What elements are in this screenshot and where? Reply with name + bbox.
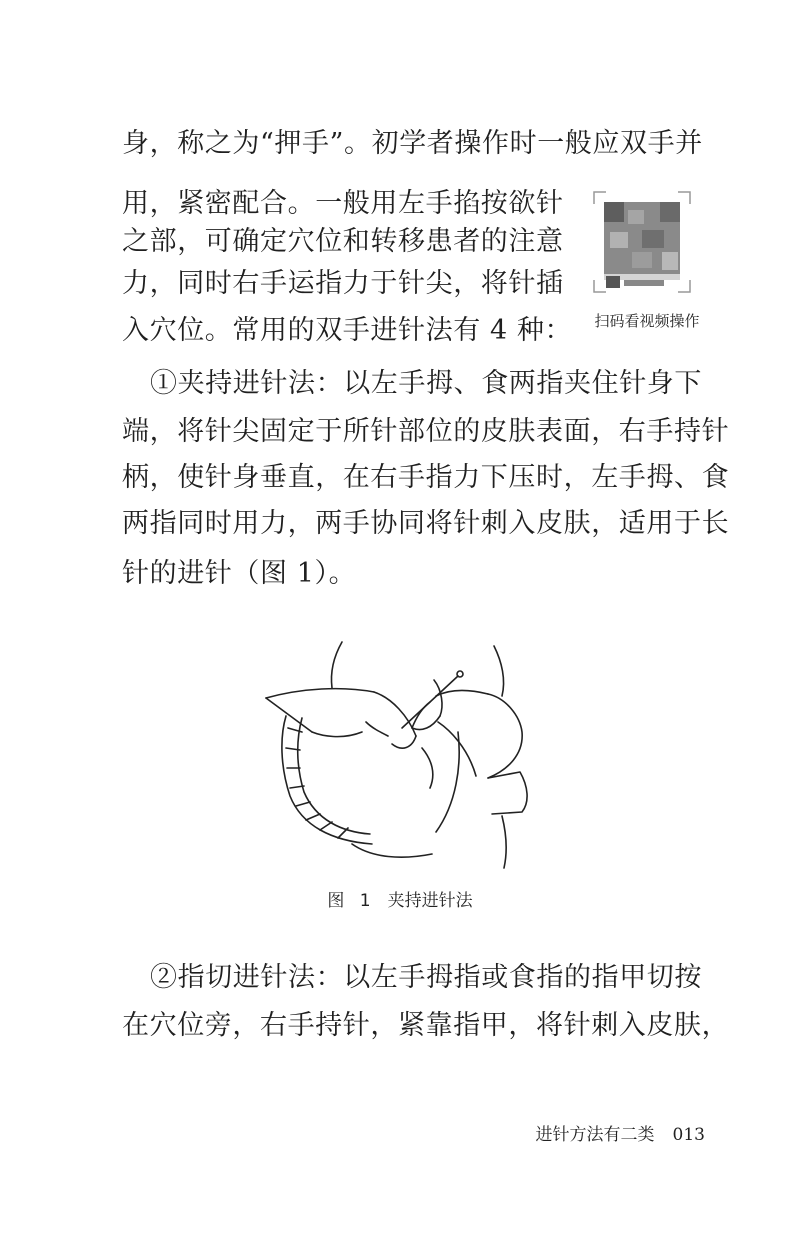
body-line-5: 入穴位。常用的双手进针法有 4 种： xyxy=(122,315,573,346)
qr-caption: 扫码看视频操作 xyxy=(594,312,700,330)
body-line-1: 身，称之为“押手”。初学者操作时一般应双手并 xyxy=(122,128,703,159)
page-number: 013 xyxy=(672,1125,705,1145)
hands-needle-illustration xyxy=(262,636,552,876)
section-title: 进针方法有二类 xyxy=(535,1125,655,1145)
body-line-2: 用，紧密配合。一般用左手掐按欲针 xyxy=(122,188,564,219)
body-line-7: 端，将针尖固定于所针部位的皮肤表面，右手持针 xyxy=(122,416,730,447)
figure-caption: 图 1 夹持进针法 xyxy=(327,891,473,911)
body-line-6: ①夹持进针法：以左手拇、食两指夹住针身下 xyxy=(150,368,702,399)
body-line-10: 针的进针（图 1）。 xyxy=(122,558,357,589)
body-line-12: 在穴位旁，右手持针，紧靠指甲，将针刺入皮肤， xyxy=(122,1010,730,1041)
body-line-9: 两指同时用力，两手协同将针刺入皮肤，适用于长 xyxy=(122,508,730,539)
running-footer xyxy=(518,1120,705,1145)
qr-code-icon[interactable] xyxy=(592,190,692,294)
body-line-4: 力，同时右手运指力于针尖，将针插 xyxy=(122,268,564,299)
body-line-3: 之部，可确定穴位和转移患者的注意 xyxy=(122,226,564,257)
body-line-11: ②指切进针法：以左手拇指或食指的指甲切按 xyxy=(150,962,702,993)
body-line-8: 柄，使针身垂直，在右手指力下压时，左手拇、食 xyxy=(122,462,730,493)
